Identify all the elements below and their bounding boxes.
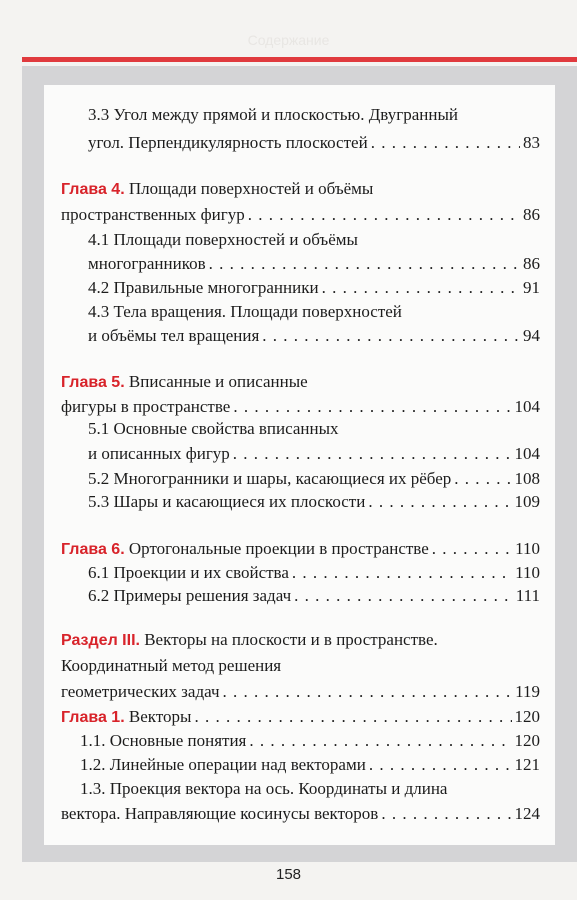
toc-entry-3-3-line2: угол. Перпендикулярность плоскостей . . . 83 (88, 132, 540, 154)
chapter-label: Глава 5. (61, 374, 125, 391)
page-number: 158 (275, 866, 302, 883)
red-rule (22, 57, 577, 62)
toc-entry-5-2: 5.2 Многогранники и шары, касающиеся их рёбер . . . 108 (88, 468, 540, 490)
toc-entry-1-2: 1.2. Линейные операции над векторами . . . 121 (80, 754, 540, 776)
page-ref: 86 (523, 254, 540, 273)
toc-part-3-line2: Координатный метод решения (61, 656, 282, 675)
page-ref: 104 (514, 444, 540, 463)
toc-chapter-4-line2: пространственных фигур . . . 86 (61, 204, 540, 226)
page-ref: 124 (514, 804, 540, 823)
toc-entry-5-1-line1: 5.1 Основные свойства вписанных (88, 419, 339, 438)
toc-entry-1-1: 1.1. Основные понятия . . . 120 (80, 730, 540, 752)
page-ref: 110 (515, 539, 540, 558)
page-ref: 119 (515, 682, 540, 701)
chapter-label: Глава 6. (61, 541, 125, 558)
toc-panel (44, 85, 555, 845)
toc-chapter-1: Глава 1. Векторы . . . 120 (61, 706, 540, 729)
part-label: Раздел III. (61, 632, 140, 649)
toc-entry-6-2: 6.2 Примеры решения задач . . . 111 (88, 585, 540, 607)
page-ref: 120 (514, 731, 540, 750)
toc-entry-3-3-line1: 3.3 Угол между прямой и плоскостью. Двугранный (88, 105, 458, 124)
page-ref: 111 (515, 586, 540, 605)
page-ref: 86 (523, 205, 540, 224)
toc-chapter-6: Глава 6. Ортогональные проекции в пространстве . . . 110 (61, 538, 540, 561)
chapter-label: Глава 1. (61, 709, 125, 726)
page-ref: 110 (515, 563, 540, 582)
toc-entry-1-3-line1: 1.3. Проекция вектора на ось. Координаты и длина (80, 779, 448, 798)
chapter-label: Глава 4. (61, 181, 125, 198)
toc-entry-5-3: 5.3 Шары и касающиеся их плоскости . . . 109 (88, 491, 540, 513)
toc-entry-4-1-line1: 4.1 Площади поверхностей и объёмы (88, 230, 358, 249)
leader-dots (371, 132, 520, 154)
toc-entry-1-3-line2: вектора. Направляющие косинусы векторов . . . 124 (61, 803, 540, 825)
toc-chapter-5-line1: Глава 5. Вписанные и описанные (61, 372, 308, 391)
page-ref: 120 (514, 707, 540, 726)
toc-entry-4-2: 4.2 Правильные многогранники . . . 91 (88, 277, 540, 299)
toc-part-3-line3: геометрических задач . . . 119 (61, 681, 540, 703)
toc-entry-5-1-line2: и описанных фигур . . . 104 (88, 443, 540, 465)
page-ref: 108 (514, 469, 540, 488)
page-ref: 94 (523, 326, 540, 345)
toc-entry-4-1-line2: многогранников . . . 86 (88, 253, 540, 275)
toc-entry-4-3-line1: 4.3 Тела вращения. Площади поверхностей (88, 302, 402, 321)
toc-chapter-5-line2: фигуры в пространстве . . . 104 (61, 396, 540, 418)
page-ref: 121 (514, 755, 540, 774)
running-title: Содержание (247, 32, 330, 48)
page-ref: 83 (523, 133, 540, 152)
toc-part-3-line1: Раздел III. Векторы на плоскости и в пространстве. (61, 630, 438, 649)
toc-entry-6-1: 6.1 Проекции и их свойства . . . 110 (88, 562, 540, 584)
page-ref: 104 (514, 397, 540, 416)
toc-entry-4-3-line2: и объёмы тел вращения . . . 94 (88, 325, 540, 347)
page-header (0, 0, 577, 58)
page-ref: 109 (514, 492, 540, 511)
toc-chapter-4-line1: Глава 4. Площади поверхностей и объёмы (61, 179, 374, 198)
page-ref: 91 (523, 278, 540, 297)
